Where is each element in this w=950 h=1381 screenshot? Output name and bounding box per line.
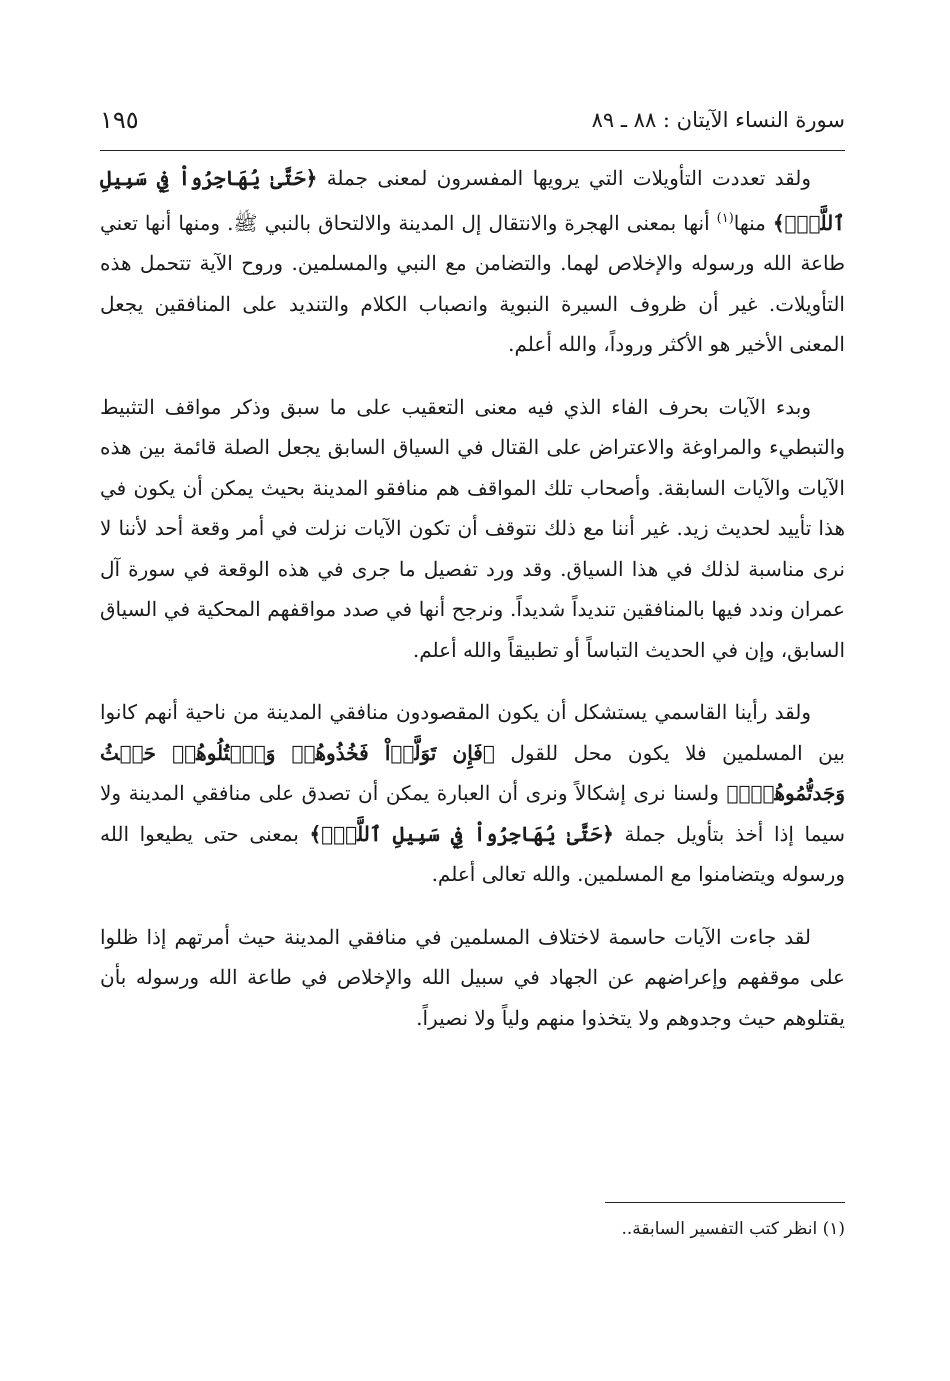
quran-quote: ﴿حَتَّىٰ يُهَاجِرُواْ فِي سَبِيلِ ٱللَّهِۚ﴾: [100, 166, 845, 235]
footnote-marker: (١): [716, 210, 734, 226]
footnote-divider: [605, 1202, 845, 1203]
footnote: (١) انظر كتب التفسير السابقة..: [621, 1219, 845, 1239]
paragraph-2: [100, 387, 845, 671]
paragraph-3: [100, 692, 845, 895]
paragraph-text: ولسنا نرى إشكالاً ونرى أن العبارة يمكن أن تصدق على منافقي المدينة ولا سيما إذا أخذ بتأويل جملة: [100, 781, 845, 846]
paragraph-4: [100, 917, 845, 1039]
paragraph-1: [100, 158, 845, 365]
paragraph-text: بمعنى حتى يطيعوا الله ورسوله ويتضامنوا مع المسلمين. والله تعالى أعلم.: [100, 821, 845, 886]
running-title: سورة النساء الآيتان : ٨٨ ـ ٨٩: [591, 108, 845, 132]
paragraph-text: أنها بمعنى الهجرة والانتقال إل المدينة والالتحاق بالنبي ﷺ. ومنها أنها تعني طاعة الله ورسوله والإخلاص لهما. والتضامن مع النبي والمسلمين. وروح الآية تتحمل هذه التأويلات. غير أن ظروف السيرة النبوية وانصباب الكلام والتنديد على المنافقين يجعل المعنى الأخير هو الأكثر وروداً، والله أعلم.: [100, 210, 845, 356]
quran-quote: ﴿فَإِن تَوَلَّوۡاْ فَخُذُوهُمۡ وَٱقۡتُلُوهُمۡ حَيۡثُ وَجَدتُّمُوهُمۡۖ﴾: [100, 740, 845, 805]
quran-quote: ﴿حَتَّىٰ يُهَاجِرُواْ فِي سَبِيلِ ٱللَّهِۚ﴾: [309, 821, 614, 846]
paragraph-text: وبدء الآيات بحرف الفاء الذي فيه معنى التعقيب على ما سبق وذكر مواقف التثبيط والتبطيء والمراوغة والاعتراض على القتال في السياق السابق يجعل الصلة قائمة بين هذه الآيات والآيات السابقة. وأصحاب تلك المواقف هم منافقو المدينة بحيث يمكن أن يكون في هذا تأييد لحديث زيد. غير أننا مع ذلك نتوقف أن تكون الآيات نزلت في أمر وقعة أحد لأننا لا نرى مناسبة لذلك في هذا السياق. وقد ورد تفصيل ما جرى في هذه الوقعة في سورة آل عمران وندد فيها بالمنافقين تنديداً شديداً. ونرجح أنها في صدد مواقفهم المحكية في السياق السابق، وإن في الحديث التباساً أو تطبيقاً والله أعلم.: [100, 394, 845, 662]
header-divider: [100, 150, 845, 151]
page-header: [100, 100, 845, 144]
paragraph-text: ولقد تعددت التأويلات التي يرويها المفسرون لمعنى جملة: [317, 166, 812, 190]
paragraph-text: منها: [733, 210, 773, 235]
main-text: [100, 158, 845, 1060]
paragraph-text: لقد جاءت الآيات حاسمة لاختلاف المسلمين في منافقي المدينة حيث أمرتهم إذا ظلوا على موقفهم وإعراضهم عن الجهاد في سبيل الله والإخلاص في طاعة الله ورسوله بأن يقتلوهم حيث وجدوهم ولا يتخذوا منهم ولياً ولا نصيراً.: [100, 924, 845, 1030]
page-number: ١٩٥: [100, 106, 139, 134]
paragraph-text: ولقد رأينا القاسمي يستشكل أن يكون المقصودون منافقي المدينة من ناحية أنهم كانوا بين المسلمين فلا يكون محل للقول: [100, 700, 845, 765]
